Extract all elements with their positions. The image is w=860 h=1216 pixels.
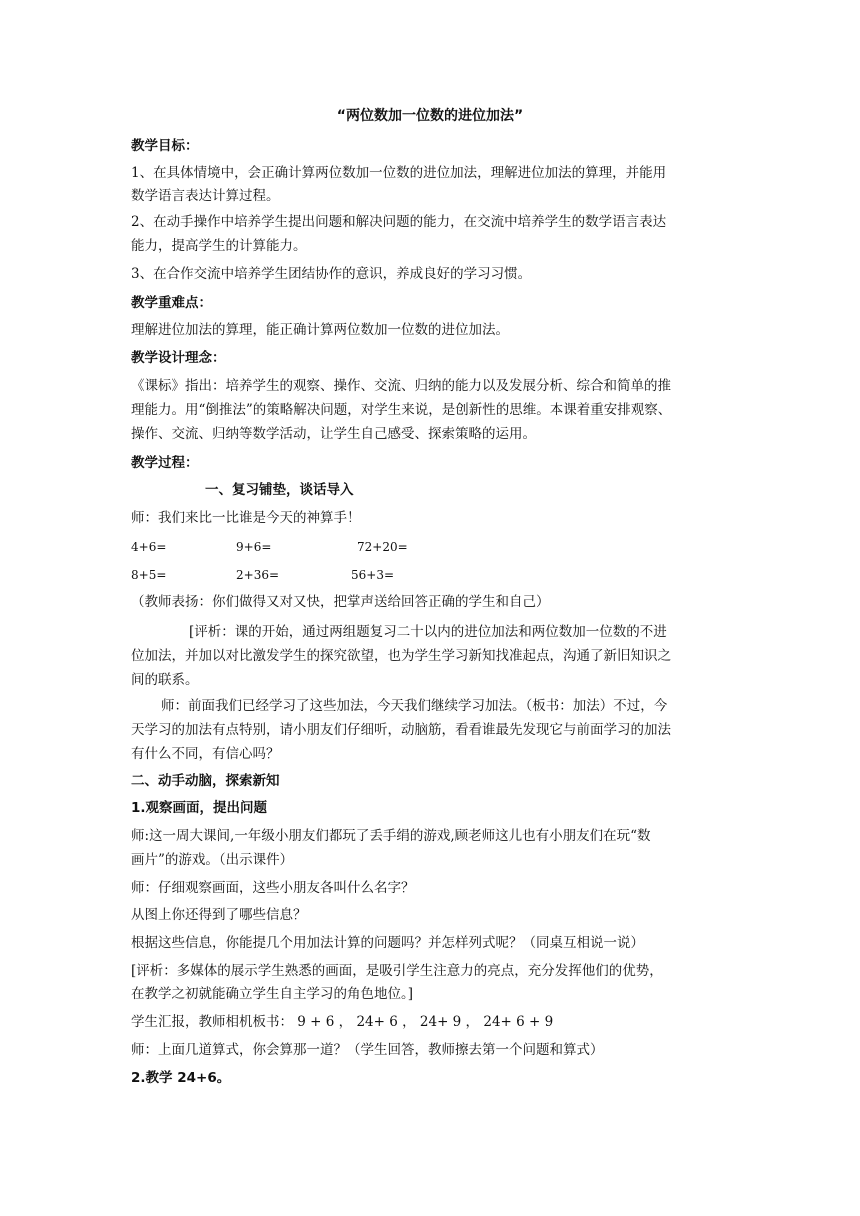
student-report: 学生汇报，教师相机板书： 9 + 6 ， 24+ 6 ， 24+ 9 ， 24+ 6 + 9 (131, 1014, 554, 1030)
comment-2-line-1: [评析：多媒体的展示学生熟悉的画面，是吸引学生注意力的亮点，充分发挥他们的优势， (131, 963, 663, 979)
goal-1-line-1: 1、在具体情境中，会正确计算两位数加一位数的进位加法，理解进位加法的算理，并能用 (131, 165, 667, 181)
info-question: 从图上你还得到了哪些信息？ (131, 907, 307, 923)
teacher-line-5: 师：上面几道算式，你会算那一道？（学生回答，教师擦去第一个问题和算式） (131, 1042, 604, 1058)
heading-teaching-goals: 教学目标： (131, 138, 199, 154)
design-line-1: 《课标》指出：培养学生的观察、操作、交流、归纳的能力以及发展分析、综合和简单的推 (131, 378, 671, 394)
addition-question: 根据这些信息，你能提几个用加法计算的问题吗？并怎样列式呢？（同桌互相说一说） (131, 935, 644, 951)
goal-1-line-2: 数学语言表达计算过程。 (131, 188, 280, 204)
teacher-line-4: 师：仔细观察画面，这些小朋友各叫什么名字？ (131, 880, 415, 896)
section-2-heading: 二、动手动脑，探索新知 (131, 773, 280, 789)
teacher-line-3-part-2: 画片”的游戏。（出示课件） (131, 852, 294, 868)
equation-8-plus-5: 8+5= (131, 568, 167, 582)
equation-9-plus-6: 9+6= (236, 540, 272, 554)
teacher-line-3-part-1: 师:这一周大课间,一年级小朋友们都玩了丢手绢的游戏,顾老师这儿也有小朋友们在玩“数 (131, 828, 651, 844)
equation-72-plus-20: 72+20= (357, 540, 408, 554)
goal-2-line-1: 2、在动手操作中培养学生提出问题和解决问题的能力，在交流中培养学生的数学语言表达 (131, 214, 667, 230)
teacher-praise: （教师表扬：你们做得又对又快，把掌声送给回答正确的学生和自己） (131, 594, 550, 610)
document-title: “两位数加一位数的进位加法” (336, 108, 524, 124)
comment-1-line-2: 位加法，并加以对比激发学生的探究欲望，也为学生学习新知找准起点，沟通了新旧知识之 (131, 648, 671, 664)
equation-56-plus-3: 56+3= (351, 568, 395, 582)
subsection-2-heading: 2.教学 24+6。 (131, 1070, 231, 1086)
heading-key-points: 教学重难点： (131, 295, 212, 311)
teacher-line-2-part-2: 天学习的加法有点特别，请小朋友们仔细听，动脑筋，看看谁最先发现它与前面学习的加法 (131, 722, 671, 738)
goal-2-line-2: 能力，提高学生的计算能力。 (131, 238, 307, 254)
comment-1-line-1: [评析：课的开始，通过两组题复习二十以内的进位加法和两位数加一位数的不进 (189, 624, 667, 640)
design-line-3: 操作、交流、归纳等数学活动，让学生自己感受、探索策略的运用。 (131, 426, 536, 442)
comment-1-line-3: 间的联系。 (131, 672, 199, 688)
heading-design-concept: 教学设计理念： (131, 350, 226, 366)
heading-teaching-process: 教学过程： (131, 455, 199, 471)
teacher-line-1: 师：我们来比一比谁是今天的神算手！ (131, 510, 361, 526)
design-line-2: 理能力。用“倒推法”的策略解决问题，对学生来说，是创新性的思维。本课着重安排观察、 (131, 402, 672, 418)
section-1-heading: 一、复习铺垫，谈话导入 (205, 482, 354, 498)
comment-2-line-2: 在教学之初就能确立学生自主学习的角色地位。] (131, 986, 414, 1002)
goal-3: 3、在合作交流中培养学生团结协作的意识，养成良好的学习习惯。 (131, 266, 532, 282)
teacher-line-2-part-1: 师：前面我们已经学习了这些加法，今天我们继续学习加法。（板书：加法）不过，今 (161, 698, 668, 714)
key-points-text: 理解进位加法的算理，能正确计算两位数加一位数的进位加法。 (131, 322, 509, 338)
equation-2-plus-36: 2+36= (236, 568, 280, 582)
teacher-line-2-part-3: 有什么不同，有信心吗？ (131, 746, 280, 762)
equation-4-plus-6: 4+6= (131, 540, 167, 554)
subsection-1-heading: 1.观察画面，提出问题 (131, 800, 268, 816)
